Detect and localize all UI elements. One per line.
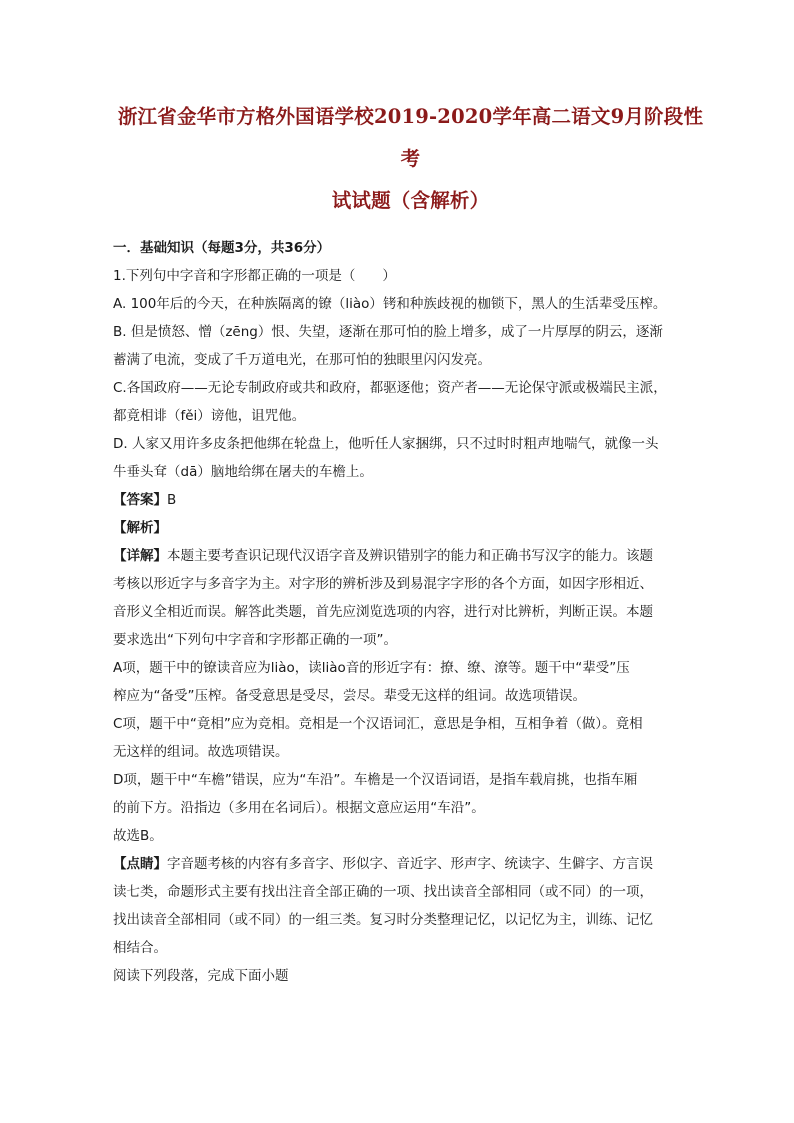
analysis-a-1: A项，题干中的镣读音应为liào，读liào音的形近字有：撩、缭、潦等。题干中“辈受”压 <box>113 660 630 676</box>
document-title <box>113 96 708 222</box>
analysis-c-1: C项，题干中“竟相”应为竞相。竞相是一个汉语词汇，意思是争相，互相争着（做）。竟相 <box>113 716 643 732</box>
choose-line: 故选B。 <box>113 828 163 844</box>
detail-line-2: 考核以形近字与多音字为主。对字形的辨析涉及到易混字字形的各个方面，如因字形相近、 <box>113 576 653 592</box>
option-b: B. 但是愤怒、憎（zēng）恨、失望，逐渐在那可怕的脸上增多，成了一片厚厚的阴云，逐渐 <box>113 324 663 340</box>
detail-line-1 <box>113 542 708 570</box>
answer-line <box>113 486 708 514</box>
analysis-a-2: 榨应为“备受”压榨。备受意思是受尽，尝尽。辈受无这样的组词。故选项错误。 <box>113 688 586 704</box>
note-line-4: 相结合。 <box>113 940 167 956</box>
detail-line-3: 音形义全相近而误。解答此类题，首先应浏览选项的内容，进行对比辨析，判断正误。本题 <box>113 604 653 620</box>
note-line-2: 读七类，命题形式主要有找出注音全部正确的一项、找出读音全部相同（或不同）的一项， <box>113 884 653 900</box>
detail-line-4: 要求选出“下列句中字音和字形都正确的一项”。 <box>113 632 397 648</box>
detail-text-1: 本题主要考查识记现代汉语字音及辨识错别字的能力和正确书写汉字的能力。该题 <box>167 548 653 564</box>
answer-tag: 【答案】 <box>113 492 167 508</box>
option-d: D. 人家又用许多皮条把他绑在轮盘上，他听任人家捆绑，只不过时时粗声地喘气，就像一头 <box>113 436 659 452</box>
title-line-1: 浙江省金华市方格外国语学校2019-2020学年高二语文9月阶段性考 <box>117 105 704 170</box>
analysis-d-1: D项，题干中“车檐”错误，应为“车沿”。车檐是一个汉语词语，是指车载肩挑，也指车厢 <box>113 772 638 788</box>
option-b-cont: 蓄满了电流，变成了千万道电光，在那可怕的独眼里闪闪发亮。 <box>113 352 491 368</box>
option-c: C.各国政府——无论专制政府或共和政府，都驱逐他；资产者——无论保守派或极端民主派， <box>113 380 667 396</box>
option-a: A. 100年后的今天，在种族隔离的镣（liào）铐和种族歧视的枷锁下，黑人的生活辈受压榨。 <box>113 296 667 312</box>
option-c-cont: 都竟相诽（fěi）谤他，诅咒他。 <box>113 408 306 424</box>
reading-instruction: 阅读下列段落，完成下面小题 <box>113 968 289 984</box>
analysis-tag: 【解析】 <box>113 520 167 536</box>
analysis-d-2: 的前下方。沿指边（多用在名词后）。根据文意应运用“车沿”。 <box>113 800 485 816</box>
question-stem: 1.下列句中字音和字形都正确的一项是（ ） <box>113 268 396 284</box>
section-heading: 一．基础知识（每题3分，共36分） <box>113 240 331 256</box>
note-text-1: 字音题考核的内容有多音字、形似字、音近字、形声字、统读字、生僻字、方言误 <box>167 856 653 872</box>
option-d-cont: 牛垂头耷（dā）脑地给绑在屠夫的车檐上。 <box>113 464 373 480</box>
note-tag: 【点睛】 <box>113 856 167 872</box>
title-line-2: 试试题（含解析） <box>331 189 490 212</box>
note-line-3: 找出读音全部相同（或不同）的一组三类。复习时分类整理记忆，以记忆为主，训练、记忆 <box>113 912 653 928</box>
note-line-1 <box>113 850 708 878</box>
analysis-c-2: 无这样的组词。故选项错误。 <box>113 744 289 760</box>
detail-tag: 【详解】 <box>113 548 167 564</box>
answer-value: B <box>167 492 177 508</box>
